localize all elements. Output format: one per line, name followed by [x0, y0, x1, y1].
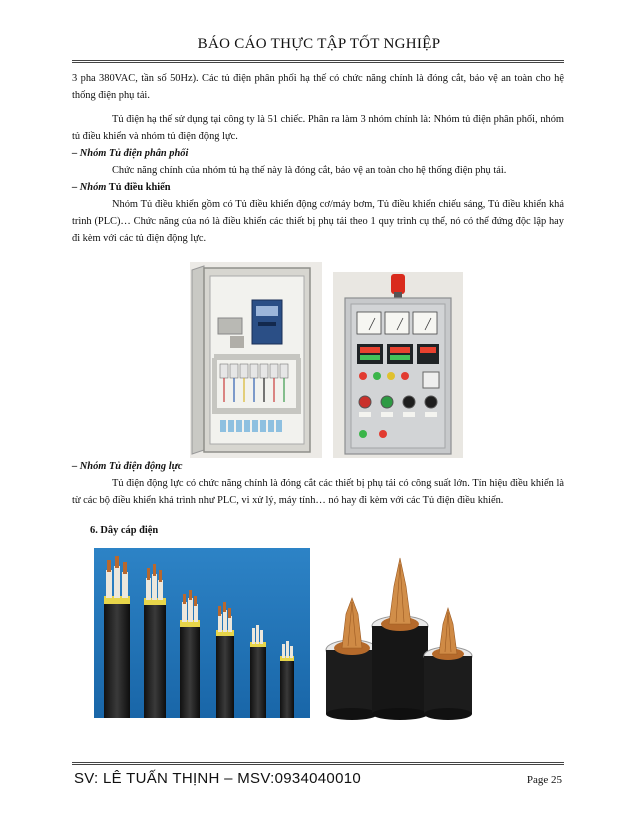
photo-insulated-cables [94, 548, 310, 718]
header-rule [72, 60, 564, 61]
heading-control-prefix: – Nhóm [72, 182, 107, 193]
paragraph-power-cabinet: Tủ điện động lực có chức năng chính là đóng cắt các thiết bị phụ tải có công suất lớn. Tín hiệu điều khiển là từ các bộ điều khiển khả trình như PLC, vi xử lý, máy tính… nó hay đi kèm với các Tủ điện điều khiển. [72, 478, 564, 506]
photo-open-control-cabinet [190, 262, 322, 458]
paragraph-cabinet-count: Tủ điện hạ thế sử dụng tại công ty là 51 chiếc. Phân ra làm 3 nhóm chính là: Nhóm tủ điện phân phối, nhóm tủ điều khiển và nhóm tủ điện động lực. [72, 114, 564, 142]
document-body-continued [72, 458, 564, 509]
footer-student-info: SV: LÊ TUẤN THỊNH – MSV:0934040010 [74, 770, 362, 787]
section-heading-cables: 6. Dây cáp điện [90, 525, 159, 536]
paragraph-control-cabinet: Nhóm Tủ điều khiển gồm có Tủ điều khiển động cơ/máy bơm, Tủ điều khiển chiếu sáng, Tủ điều khiển khả trình (PLC)… Chức năng của nó là điều khiển các thiết bị phụ tải theo 1 quy trình cụ thể, nó có thể đứng độc lập hay đi kèm với các tủ điện động lực. [72, 199, 564, 244]
paragraph-distribution-cabinet: Chức năng chính của nhóm tủ hạ thế này là đóng cắt, bảo vệ an toàn cho hệ thống điện phụ tải. [112, 165, 507, 176]
document-body [72, 70, 564, 247]
heading-distribution-cabinet: – Nhóm Tủ điện phân phối [72, 148, 189, 159]
heading-control-rest: Tủ điều khiển [106, 182, 171, 193]
paragraph-intro: 3 pha 380VAC, tần số 50Hz). Các tủ điện phân phối hạ thế có chức năng chính là đóng cắt, bảo vệ an toàn cho hệ thống điện phụ tải. [72, 73, 564, 101]
footer-rule [72, 762, 564, 763]
footer-rule-2 [72, 764, 564, 765]
photo-copper-core-cables [316, 552, 482, 722]
page-header-title: BÁO CÁO THỰC TẬP TỐT NGHIỆP [197, 36, 441, 52]
footer-page-number: Page 25 [526, 774, 562, 786]
heading-power-cabinet: – Nhóm Tủ điện động lực [72, 461, 183, 472]
header-rule-2 [72, 62, 564, 63]
heading-control-cabinet [72, 179, 564, 196]
photo-control-panel-front [333, 272, 463, 458]
